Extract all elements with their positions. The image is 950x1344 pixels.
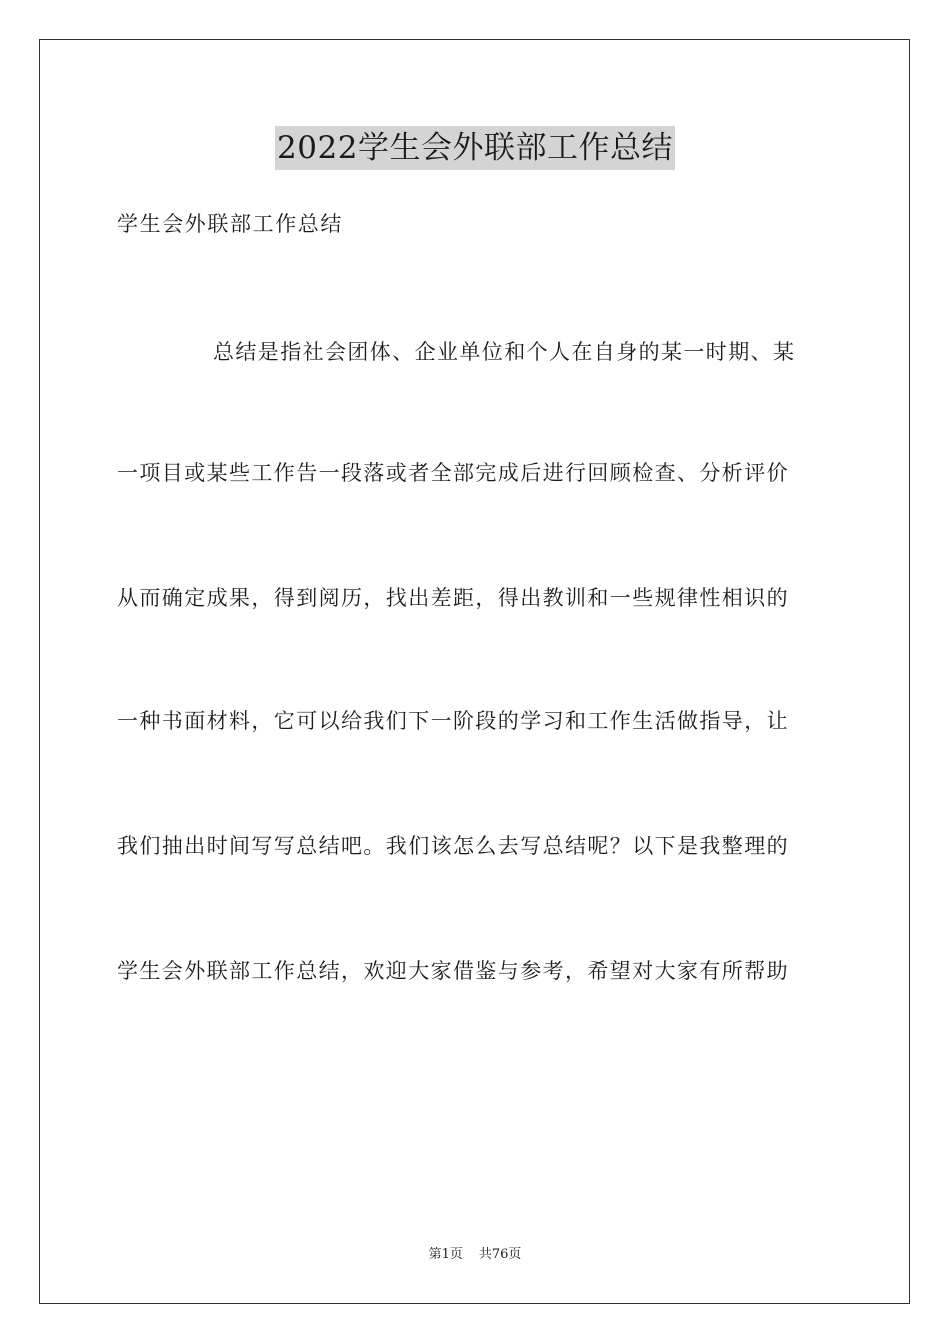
page-footer	[0, 1246, 950, 1264]
paragraph-line-1: 总结是指社会团体、企业单位和个人在自身的某一时期、某	[213, 340, 796, 364]
paragraph-line-5: 我们抽出时间写写总结吧。我们该怎么去写总结呢？以下是我整理的	[117, 834, 789, 858]
document-title: 2022学生会外联部工作总结	[275, 126, 675, 170]
paragraph-line-6: 学生会外联部工作总结，欢迎大家借鉴与参考，希望对大家有所帮助	[117, 959, 789, 983]
page-number: 第1页	[428, 1247, 463, 1262]
paragraph-line-4: 一种书面材料，它可以给我们下一阶段的学习和工作生活做指导，让	[117, 709, 789, 733]
page-total: 共76页	[478, 1247, 522, 1262]
paragraph-line-2: 一项目或某些工作告一段落或者全部完成后进行回顾检查、分析评价	[117, 461, 789, 485]
document-subtitle: 学生会外联部工作总结	[117, 212, 343, 236]
title-container	[0, 126, 950, 170]
paragraph-line-3: 从而确定成果，得到阅历，找出差距，得出教训和一些规律性相识的	[117, 586, 789, 610]
